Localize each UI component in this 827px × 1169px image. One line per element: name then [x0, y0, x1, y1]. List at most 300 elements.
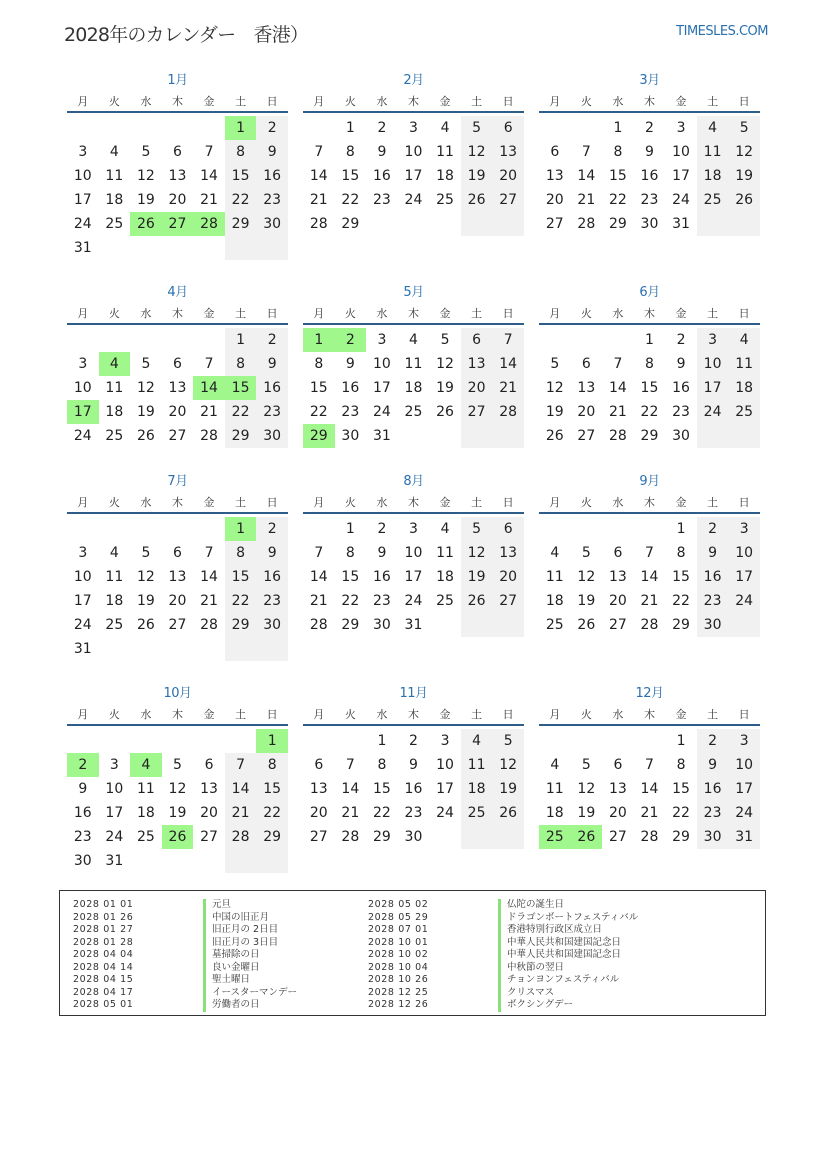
- day-cell[interactable]: 30: [256, 212, 288, 236]
- day-cell[interactable]: 10: [73, 168, 92, 184]
- day-cell[interactable]: 4: [550, 545, 560, 561]
- day-cell[interactable]: 17: [73, 593, 92, 609]
- day-cell[interactable]: 6: [613, 757, 623, 773]
- day-cell[interactable]: 17: [73, 192, 92, 208]
- day-cell[interactable]: 8: [613, 144, 623, 160]
- day-cell[interactable]: 25: [136, 829, 155, 845]
- day-cell[interactable]: 4: [109, 545, 119, 561]
- day-cell[interactable]: 19: [492, 777, 524, 801]
- day-cell[interactable]: 5: [728, 116, 760, 140]
- day-cell[interactable]: 1: [225, 517, 257, 541]
- day-cell[interactable]: 9: [256, 541, 288, 565]
- day-cell[interactable]: 27: [577, 428, 596, 444]
- day-cell[interactable]: 11: [136, 781, 155, 797]
- site-link[interactable]: TIMESLES.COM: [676, 24, 768, 39]
- day-cell[interactable]: 26: [162, 825, 194, 849]
- day-cell[interactable]: 13: [200, 781, 218, 797]
- day-cell[interactable]: 18: [545, 593, 564, 609]
- day-cell[interactable]: 8: [314, 356, 324, 372]
- day-cell[interactable]: 23: [640, 192, 659, 208]
- day-cell[interactable]: 24: [404, 593, 423, 609]
- day-cell[interactable]: 29: [303, 424, 335, 448]
- day-cell[interactable]: 30: [640, 216, 659, 232]
- day-cell[interactable]: 29: [672, 617, 690, 633]
- day-cell[interactable]: 14: [200, 168, 218, 184]
- day-cell[interactable]: 8: [256, 753, 288, 777]
- day-cell[interactable]: 2: [335, 328, 367, 352]
- day-cell[interactable]: 22: [640, 404, 659, 420]
- day-cell[interactable]: 20: [577, 404, 596, 420]
- day-cell[interactable]: 18: [105, 593, 124, 609]
- day-cell[interactable]: 15: [372, 781, 391, 797]
- day-cell[interactable]: 28: [200, 617, 218, 633]
- day-cell[interactable]: 26: [136, 617, 155, 633]
- day-cell[interactable]: 28: [200, 428, 218, 444]
- day-cell[interactable]: 3: [440, 733, 450, 749]
- day-cell[interactable]: 17: [105, 805, 124, 821]
- day-cell[interactable]: 24: [372, 404, 391, 420]
- day-cell[interactable]: 6: [204, 757, 214, 773]
- day-cell[interactable]: 29: [225, 424, 257, 448]
- day-cell[interactable]: 16: [697, 777, 729, 801]
- day-cell[interactable]: 1: [676, 521, 686, 537]
- day-cell[interactable]: 5: [461, 116, 493, 140]
- day-cell[interactable]: 21: [577, 192, 596, 208]
- day-cell[interactable]: 21: [200, 593, 218, 609]
- day-cell[interactable]: 17: [404, 569, 423, 585]
- day-cell[interactable]: 4: [130, 753, 162, 777]
- day-cell[interactable]: 19: [577, 593, 596, 609]
- day-cell[interactable]: 28: [492, 400, 524, 424]
- day-cell[interactable]: 12: [461, 541, 493, 565]
- day-cell[interactable]: 20: [608, 593, 627, 609]
- day-cell[interactable]: 22: [672, 805, 690, 821]
- day-cell[interactable]: 24: [105, 829, 124, 845]
- day-cell[interactable]: 22: [225, 400, 257, 424]
- day-cell[interactable]: 6: [173, 545, 182, 561]
- day-cell[interactable]: 21: [200, 404, 218, 420]
- day-cell[interactable]: 7: [345, 757, 355, 773]
- day-cell[interactable]: 27: [492, 188, 524, 212]
- day-cell[interactable]: 17: [728, 565, 760, 589]
- day-cell[interactable]: 21: [309, 593, 328, 609]
- day-cell[interactable]: 11: [436, 144, 454, 160]
- day-cell[interactable]: 18: [728, 376, 760, 400]
- day-cell[interactable]: 1: [303, 328, 335, 352]
- day-cell[interactable]: 29: [225, 613, 257, 637]
- day-cell[interactable]: 29: [341, 617, 360, 633]
- day-cell[interactable]: 19: [545, 404, 564, 420]
- day-cell[interactable]: 9: [676, 356, 686, 372]
- day-cell[interactable]: 21: [341, 805, 360, 821]
- day-cell[interactable]: 11: [461, 753, 493, 777]
- day-cell[interactable]: 7: [314, 144, 324, 160]
- day-cell[interactable]: 20: [168, 404, 187, 420]
- day-cell[interactable]: 27: [309, 829, 328, 845]
- day-cell[interactable]: 15: [256, 777, 288, 801]
- day-cell[interactable]: 6: [492, 116, 524, 140]
- day-cell[interactable]: 31: [672, 216, 690, 232]
- day-cell[interactable]: 3: [728, 729, 760, 753]
- day-cell[interactable]: 15: [341, 569, 360, 585]
- day-cell[interactable]: 19: [136, 593, 155, 609]
- day-cell[interactable]: 20: [545, 192, 564, 208]
- day-cell[interactable]: 10: [697, 352, 729, 376]
- day-cell[interactable]: 5: [141, 144, 151, 160]
- day-cell[interactable]: 18: [436, 569, 454, 585]
- day-cell[interactable]: 2: [256, 116, 288, 140]
- day-cell[interactable]: 24: [73, 216, 92, 232]
- day-cell[interactable]: 9: [697, 541, 729, 565]
- day-cell[interactable]: 25: [436, 192, 454, 208]
- day-cell[interactable]: 13: [309, 781, 328, 797]
- day-cell[interactable]: 14: [309, 168, 328, 184]
- day-cell[interactable]: 28: [640, 829, 659, 845]
- day-cell[interactable]: 6: [173, 356, 182, 372]
- day-cell[interactable]: 21: [309, 192, 328, 208]
- day-cell[interactable]: 3: [728, 517, 760, 541]
- day-cell[interactable]: 4: [697, 116, 729, 140]
- day-cell[interactable]: 24: [73, 428, 92, 444]
- day-cell[interactable]: 8: [345, 144, 355, 160]
- day-cell[interactable]: 5: [581, 757, 591, 773]
- day-cell[interactable]: 4: [550, 757, 560, 773]
- day-cell[interactable]: 5: [581, 545, 591, 561]
- day-cell[interactable]: 18: [404, 380, 423, 396]
- day-cell[interactable]: 3: [377, 332, 387, 348]
- day-cell[interactable]: 5: [461, 517, 493, 541]
- day-cell[interactable]: 18: [545, 805, 564, 821]
- day-cell[interactable]: 2: [67, 753, 99, 777]
- day-cell[interactable]: 30: [73, 853, 92, 869]
- day-cell[interactable]: 7: [204, 356, 214, 372]
- day-cell[interactable]: 2: [377, 120, 387, 136]
- day-cell[interactable]: 19: [461, 164, 493, 188]
- day-cell[interactable]: 26: [571, 825, 603, 849]
- day-cell[interactable]: 10: [105, 781, 124, 797]
- day-cell[interactable]: 30: [341, 428, 360, 444]
- day-cell[interactable]: 13: [168, 168, 187, 184]
- day-cell[interactable]: 11: [404, 356, 423, 372]
- day-cell[interactable]: 27: [168, 428, 187, 444]
- day-cell[interactable]: 15: [225, 164, 257, 188]
- day-cell[interactable]: 18: [136, 805, 155, 821]
- day-cell[interactable]: 31: [728, 825, 760, 849]
- day-cell[interactable]: 3: [109, 757, 119, 773]
- day-cell[interactable]: 14: [341, 781, 360, 797]
- day-cell[interactable]: 25: [404, 404, 423, 420]
- day-cell[interactable]: 16: [341, 380, 360, 396]
- day-cell[interactable]: 12: [136, 380, 155, 396]
- day-cell[interactable]: 4: [99, 352, 131, 376]
- day-cell[interactable]: 19: [461, 565, 493, 589]
- day-cell[interactable]: 7: [645, 545, 654, 561]
- day-cell[interactable]: 25: [436, 593, 454, 609]
- day-cell[interactable]: 19: [136, 192, 155, 208]
- day-cell[interactable]: 29: [256, 825, 288, 849]
- day-cell[interactable]: 25: [697, 188, 729, 212]
- day-cell[interactable]: 24: [697, 400, 729, 424]
- day-cell[interactable]: 9: [377, 144, 387, 160]
- day-cell[interactable]: 26: [461, 589, 493, 613]
- day-cell[interactable]: 3: [78, 356, 88, 372]
- day-cell[interactable]: 12: [577, 569, 596, 585]
- day-cell[interactable]: 7: [314, 545, 324, 561]
- day-cell[interactable]: 21: [640, 593, 659, 609]
- day-cell[interactable]: 18: [461, 777, 493, 801]
- day-cell[interactable]: 5: [173, 757, 182, 773]
- day-cell[interactable]: 30: [697, 825, 729, 849]
- day-cell[interactable]: 13: [608, 781, 627, 797]
- day-cell[interactable]: 28: [309, 617, 328, 633]
- day-cell[interactable]: 22: [341, 192, 360, 208]
- day-cell[interactable]: 27: [200, 829, 218, 845]
- day-cell[interactable]: 17: [672, 168, 690, 184]
- day-cell[interactable]: 19: [436, 380, 454, 396]
- day-cell[interactable]: 16: [256, 164, 288, 188]
- day-cell[interactable]: 17: [436, 781, 454, 797]
- day-cell[interactable]: 26: [130, 212, 162, 236]
- day-cell[interactable]: 27: [162, 212, 194, 236]
- day-cell[interactable]: 11: [728, 352, 760, 376]
- day-cell[interactable]: 24: [728, 589, 760, 613]
- day-cell[interactable]: 9: [256, 140, 288, 164]
- day-cell[interactable]: 22: [672, 593, 690, 609]
- day-cell[interactable]: 15: [640, 380, 659, 396]
- day-cell[interactable]: 6: [173, 144, 182, 160]
- day-cell[interactable]: 2: [256, 328, 288, 352]
- day-cell[interactable]: 3: [409, 120, 418, 136]
- day-cell[interactable]: 1: [256, 729, 288, 753]
- day-cell[interactable]: 6: [613, 545, 623, 561]
- day-cell[interactable]: 18: [105, 404, 124, 420]
- day-cell[interactable]: 16: [640, 168, 659, 184]
- day-cell[interactable]: 13: [545, 168, 564, 184]
- day-cell[interactable]: 6: [550, 144, 560, 160]
- day-cell[interactable]: 25: [105, 617, 124, 633]
- day-cell[interactable]: 2: [676, 332, 686, 348]
- day-cell[interactable]: 30: [256, 613, 288, 637]
- day-cell[interactable]: 22: [372, 805, 391, 821]
- day-cell[interactable]: 20: [608, 805, 627, 821]
- day-cell[interactable]: 25: [539, 825, 571, 849]
- day-cell[interactable]: 3: [676, 120, 686, 136]
- day-cell[interactable]: 17: [697, 376, 729, 400]
- day-cell[interactable]: 17: [372, 380, 391, 396]
- day-cell[interactable]: 11: [436, 545, 454, 561]
- day-cell[interactable]: 20: [461, 376, 493, 400]
- day-cell[interactable]: 22: [225, 589, 257, 613]
- day-cell[interactable]: 4: [461, 729, 493, 753]
- day-cell[interactable]: 20: [168, 192, 187, 208]
- day-cell[interactable]: 26: [728, 188, 760, 212]
- day-cell[interactable]: 30: [697, 613, 729, 637]
- day-cell[interactable]: 26: [577, 617, 596, 633]
- day-cell[interactable]: 8: [345, 545, 355, 561]
- day-cell[interactable]: 23: [256, 188, 288, 212]
- day-cell[interactable]: 7: [581, 144, 591, 160]
- day-cell[interactable]: 2: [697, 729, 729, 753]
- day-cell[interactable]: 7: [645, 757, 654, 773]
- day-cell[interactable]: 8: [377, 757, 387, 773]
- day-cell[interactable]: 27: [608, 617, 627, 633]
- day-cell[interactable]: 15: [672, 569, 690, 585]
- day-cell[interactable]: 21: [608, 404, 627, 420]
- day-cell[interactable]: 12: [728, 140, 760, 164]
- day-cell[interactable]: 20: [309, 805, 328, 821]
- day-cell[interactable]: 12: [577, 781, 596, 797]
- day-cell[interactable]: 22: [341, 593, 360, 609]
- day-cell[interactable]: 4: [409, 332, 418, 348]
- day-cell[interactable]: 23: [256, 589, 288, 613]
- day-cell[interactable]: 29: [341, 216, 360, 232]
- day-cell[interactable]: 19: [168, 805, 187, 821]
- day-cell[interactable]: 13: [492, 541, 524, 565]
- day-cell[interactable]: 9: [256, 352, 288, 376]
- day-cell[interactable]: 14: [577, 168, 596, 184]
- day-cell[interactable]: 29: [225, 212, 257, 236]
- day-cell[interactable]: 12: [461, 140, 493, 164]
- day-cell[interactable]: 28: [309, 216, 328, 232]
- day-cell[interactable]: 15: [341, 168, 360, 184]
- day-cell[interactable]: 26: [461, 188, 493, 212]
- day-cell[interactable]: 7: [204, 144, 214, 160]
- day-cell[interactable]: 12: [545, 380, 564, 396]
- day-cell[interactable]: 7: [225, 753, 257, 777]
- day-cell[interactable]: 19: [136, 404, 155, 420]
- day-cell[interactable]: 1: [225, 116, 257, 140]
- day-cell[interactable]: 7: [492, 328, 524, 352]
- day-cell[interactable]: 2: [256, 517, 288, 541]
- day-cell[interactable]: 27: [168, 617, 187, 633]
- day-cell[interactable]: 12: [168, 781, 187, 797]
- day-cell[interactable]: 10: [728, 753, 760, 777]
- day-cell[interactable]: 25: [728, 400, 760, 424]
- day-cell[interactable]: 7: [204, 545, 214, 561]
- day-cell[interactable]: 23: [73, 829, 92, 845]
- day-cell[interactable]: 28: [608, 428, 627, 444]
- day-cell[interactable]: 21: [200, 192, 218, 208]
- day-cell[interactable]: 8: [225, 352, 257, 376]
- day-cell[interactable]: 10: [728, 541, 760, 565]
- day-cell[interactable]: 23: [404, 805, 423, 821]
- day-cell[interactable]: 28: [225, 825, 257, 849]
- day-cell[interactable]: 11: [105, 168, 124, 184]
- day-cell[interactable]: 1: [377, 733, 387, 749]
- day-cell[interactable]: 26: [436, 404, 454, 420]
- day-cell[interactable]: 27: [608, 829, 627, 845]
- day-cell[interactable]: 24: [404, 192, 423, 208]
- day-cell[interactable]: 27: [461, 400, 493, 424]
- day-cell[interactable]: 20: [492, 164, 524, 188]
- day-cell[interactable]: 30: [256, 424, 288, 448]
- day-cell[interactable]: 20: [200, 805, 218, 821]
- day-cell[interactable]: 13: [577, 380, 596, 396]
- day-cell[interactable]: 4: [728, 328, 760, 352]
- day-cell[interactable]: 22: [309, 404, 328, 420]
- day-cell[interactable]: 31: [73, 641, 92, 657]
- day-cell[interactable]: 5: [440, 332, 450, 348]
- day-cell[interactable]: 24: [436, 805, 454, 821]
- day-cell[interactable]: 2: [409, 733, 418, 749]
- day-cell[interactable]: 23: [672, 404, 690, 420]
- day-cell[interactable]: 19: [728, 164, 760, 188]
- day-cell[interactable]: 13: [461, 352, 493, 376]
- day-cell[interactable]: 22: [225, 188, 257, 212]
- day-cell[interactable]: 21: [492, 376, 524, 400]
- day-cell[interactable]: 16: [256, 376, 288, 400]
- day-cell[interactable]: 7: [613, 356, 623, 372]
- day-cell[interactable]: 16: [73, 805, 92, 821]
- day-cell[interactable]: 14: [193, 376, 225, 400]
- day-cell[interactable]: 22: [256, 801, 288, 825]
- day-cell[interactable]: 4: [109, 144, 119, 160]
- day-cell[interactable]: 9: [78, 781, 88, 797]
- day-cell[interactable]: 1: [613, 120, 623, 136]
- day-cell[interactable]: 11: [545, 569, 564, 585]
- day-cell[interactable]: 28: [640, 617, 659, 633]
- day-cell[interactable]: 25: [105, 216, 124, 232]
- day-cell[interactable]: 3: [409, 521, 418, 537]
- day-cell[interactable]: 18: [436, 168, 454, 184]
- day-cell[interactable]: 5: [141, 545, 151, 561]
- day-cell[interactable]: 28: [341, 829, 360, 845]
- day-cell[interactable]: 12: [136, 168, 155, 184]
- day-cell[interactable]: 11: [697, 140, 729, 164]
- day-cell[interactable]: 9: [697, 753, 729, 777]
- day-cell[interactable]: 14: [640, 569, 659, 585]
- day-cell[interactable]: 31: [372, 428, 391, 444]
- day-cell[interactable]: 23: [697, 801, 729, 825]
- day-cell[interactable]: 31: [105, 853, 124, 869]
- day-cell[interactable]: 30: [372, 617, 391, 633]
- day-cell[interactable]: 6: [314, 757, 324, 773]
- day-cell[interactable]: 24: [728, 801, 760, 825]
- day-cell[interactable]: 24: [73, 617, 92, 633]
- day-cell[interactable]: 26: [545, 428, 564, 444]
- day-cell[interactable]: 19: [577, 805, 596, 821]
- day-cell[interactable]: 23: [372, 192, 391, 208]
- day-cell[interactable]: 29: [672, 829, 690, 845]
- day-cell[interactable]: 25: [461, 801, 493, 825]
- day-cell[interactable]: 2: [377, 521, 387, 537]
- day-cell[interactable]: 16: [697, 565, 729, 589]
- day-cell[interactable]: 3: [78, 144, 88, 160]
- day-cell[interactable]: 5: [550, 356, 560, 372]
- day-cell[interactable]: 22: [608, 192, 627, 208]
- day-cell[interactable]: 16: [372, 569, 391, 585]
- day-cell[interactable]: 30: [672, 428, 690, 444]
- day-cell[interactable]: 2: [645, 120, 654, 136]
- day-cell[interactable]: 15: [608, 168, 627, 184]
- day-cell[interactable]: 16: [404, 781, 423, 797]
- day-cell[interactable]: 1: [645, 332, 654, 348]
- day-cell[interactable]: 15: [672, 781, 690, 797]
- day-cell[interactable]: 20: [168, 593, 187, 609]
- day-cell[interactable]: 4: [440, 120, 450, 136]
- day-cell[interactable]: 23: [256, 400, 288, 424]
- day-cell[interactable]: 29: [640, 428, 659, 444]
- day-cell[interactable]: 13: [168, 380, 187, 396]
- day-cell[interactable]: 23: [341, 404, 360, 420]
- day-cell[interactable]: 15: [225, 565, 257, 589]
- day-cell[interactable]: 14: [309, 569, 328, 585]
- day-cell[interactable]: 10: [672, 144, 690, 160]
- day-cell[interactable]: 8: [225, 541, 257, 565]
- day-cell[interactable]: 28: [193, 212, 225, 236]
- day-cell[interactable]: 15: [225, 376, 257, 400]
- day-cell[interactable]: 1: [225, 328, 257, 352]
